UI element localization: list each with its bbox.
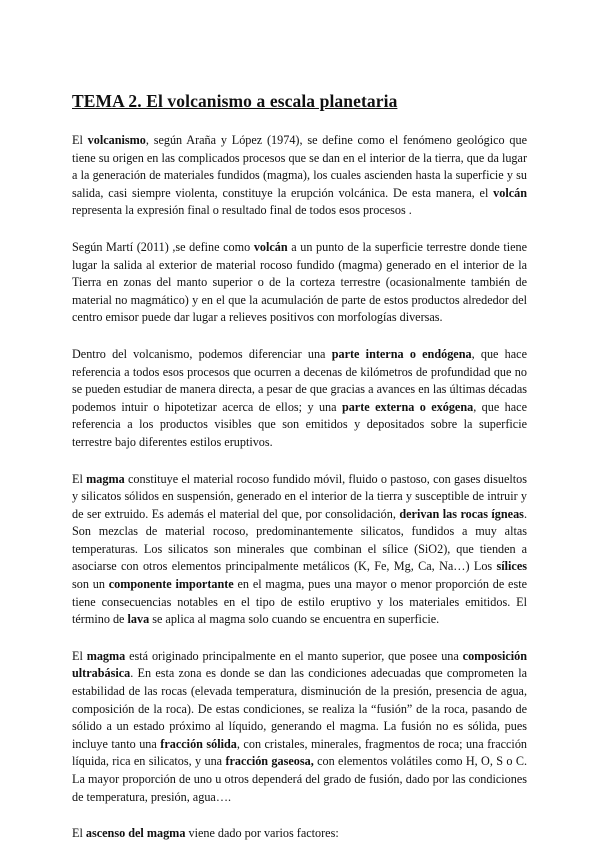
text-run: representa la expresión final o resultado final de todos esos procesos . [72,203,412,218]
paragraph [72,239,527,327]
bold-term: magma [86,648,126,663]
text-run: , con cristales, minerales, fragmentos de roca; una fracción líquida, rica en silicatos, y una [72,736,528,769]
bold-term: fracción gaseosa, [225,754,314,769]
bold-term: volcán [493,185,527,200]
text-run: El [72,648,87,663]
bold-term: componente importante [108,577,234,592]
text-run: El [72,133,88,147]
text-run: Dentro del volcanismo, podemos diferenciar una [72,346,332,361]
paragraph [72,346,527,452]
text-run: se aplica al magma solo cuando se encuentra en superficie. [149,612,440,627]
text-run: . Son mezclas de material rocoso, predominantemente silicatos, fundidos a muy altas temperaturas. Los silicatos son minerales que combinan el sílice (SiO2), que tienden a asociarse con otros elementos principalmente metálicos (K, Fe, Mg, Ca, Na…) Los [72,506,527,574]
text-run: en el magma, pues una mayor o menor proporción de este tiene consecuencias notables en el tipo de estilo eruptivo y los materiales emitidos. El término de [72,577,527,627]
bold-term: parte interna o endógena [331,346,472,361]
text-run: , que hace referencia a todos esos procesos que ocurren a decenas de kilómetros de profundidad que no se pueden estudiar de manera directa, a pesar de que gracias a avances en las últimas décadas podemos intuir o hipotetizar acerca de ellos; y una [72,346,527,414]
text-run: , según Araña y López (1974), se define como el fenómeno geológico que tiene su origen en las complicados procesos que se dan en el interior de la tierra, que da lugar a la generación de materiales fundidos (magma), los cuales ascienden hasta la superficie y su salida, casi siempre violenta, constituye la erupción volcánica. De esta manera, el [72,133,527,200]
bold-term: magma [86,471,125,486]
bold-term: lava [127,612,150,627]
bold-term: volcán [253,239,288,254]
text-run: El [72,471,87,486]
text-run: viene dado por varios factores: [185,826,339,841]
text-run: , que hace referencia a los productos visibles que son emitidos y depositados sobre la superficie terrestre bajo diferentes estilos eruptivos. [72,399,527,449]
text-run: Según Martí (2011) ,se define como [72,239,254,254]
document-body [72,132,527,843]
paragraph [72,648,527,806]
bold-term: sílices [496,559,527,574]
text-run: El [72,826,86,841]
text-run: a un punto de la superficie terrestre donde tiene lugar la salida al exterior de material rocoso fundido (magma) generado en el interior de la Tierra en zonas del manto superior o de la corteza terrestre (ocasionalmente también de material no magmático) y en el que la acumulación de parte de estos productos alrededor del centro emisor puede dar lugar a relieves positivos con morfologías diversas. [72,239,528,325]
text-run: con elementos volátiles como H, O, S o C. La mayor proporción de uno u otros dependerá del grado de fusión, dado por las condiciones de temperatura, presión, agua…. [72,754,528,804]
bold-term: composición ultrabásica [72,648,527,681]
bold-term: ascenso del magma [85,826,186,841]
document-page [72,90,527,862]
paragraph [72,825,527,843]
text-run: son un [72,577,109,592]
text-run: . En esta zona es donde se dan las condiciones adecuadas que comprometen la estabilidad de las rocas (elevada temperatura, disminución de la presión, presencia de agua, composición de la roca). De estas condiciones, se realiza la “fusión” de la roca, pasando de sólido a un estado próximo al líquido, generando el magma. La fusión no es sólida, pues incluye tanto una [72,666,527,751]
text-run: constituye el material rocoso fundido móvil, fluido o pastoso, con gases disueltos y silicatos sólidos en suspensión, generado en el interior de la tierra y susceptible de intruir y de ser extruido. Es además el material del que, por consolidación, [72,471,527,521]
paragraph [72,471,527,629]
bold-term: fracción sólida [160,736,237,751]
text-run: está originado principalmente en el manto superior, que posee una [125,648,463,663]
document-title: TEMA 2. El volcanismo a escala planetaria [72,91,398,111]
paragraph [72,132,527,220]
bold-term: derivan las rocas ígneas [399,506,524,521]
bold-term: volcanismo [87,133,146,147]
bold-term: parte externa o exógena [341,399,474,414]
